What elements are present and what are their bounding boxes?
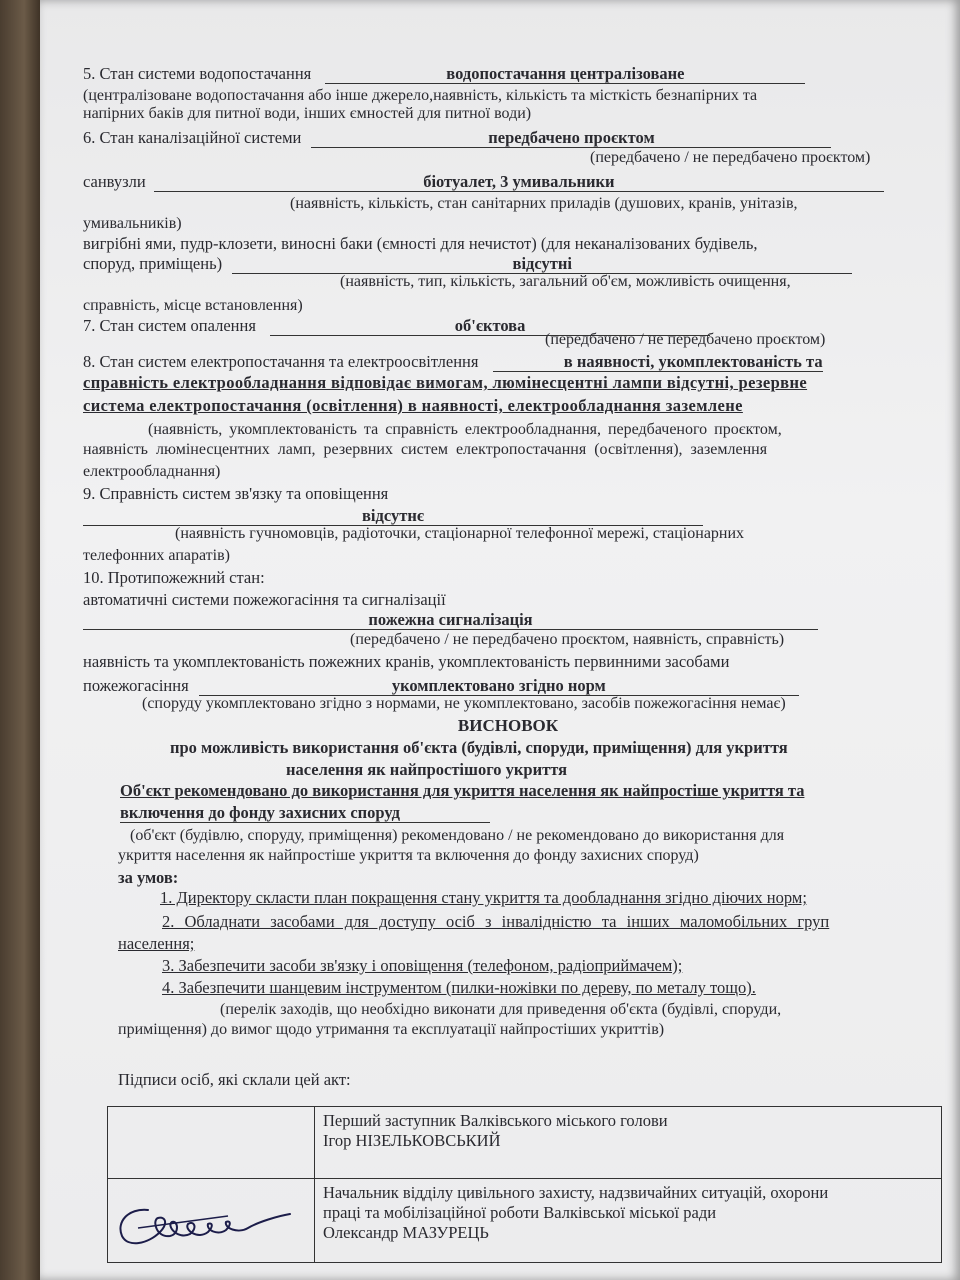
water-supply-value: водопостачання централізоване	[325, 65, 805, 84]
heating-value: об'єктова	[270, 317, 710, 336]
toilets-row	[83, 172, 884, 192]
sewer-label: 6. Стан каналізаційної системи	[83, 128, 302, 147]
pits-label: споруд, приміщень)	[83, 254, 223, 273]
condition-item-2: 2. Обладнати засобами для доступу осіб з інвалідністю та інших маломобільних груп	[162, 912, 830, 931]
electric-row	[83, 352, 823, 372]
signatures-label: Підписи осіб, які склали цей акт:	[118, 1070, 351, 1089]
condition-item-2-cont: населення;	[118, 934, 195, 953]
electric-value-1: в наявності, укомплектованість та	[493, 353, 823, 372]
signer-info	[315, 1179, 942, 1263]
comms-hint-1: (наявність гучномовців, радіоточки, стаціонарної телефонної мережі, стаціонарних	[175, 525, 745, 542]
electric-hint-3: електрообладнання)	[83, 463, 221, 480]
conclusion-subtitle-2: населення як найпростішого укриття	[286, 760, 568, 779]
condition-item-4: 4. Забезпечити шанцевим інструментом (пилки-ножівки по дереву, по металу тощо).	[162, 978, 756, 997]
water-supply-label: 5. Стан системи водопостачання	[83, 64, 312, 83]
condition-item-3: 3. Забезпечити засоби зв'язку і оповіщення (телефоном, радіоприймачем);	[162, 956, 683, 975]
toilets-hint-2: умивальників)	[83, 215, 182, 232]
signer-position: Начальник відділу цивільного захисту, надзвичайних ситуацій, охорони	[323, 1183, 829, 1202]
condition-item-1: 1. Директору скласти план покращення стану укриття та дообладнання згідно діючих норм;	[160, 888, 807, 907]
heating-hint: (передбачено / не передбачено проєктом)	[545, 331, 826, 348]
heating-label: 7. Стан систем опалення	[83, 316, 256, 335]
conclusion-decision-2: включення до фонду захисних споруд	[120, 804, 490, 823]
electric-value-2: справність електрообладнання відповідає вимогам, люмінесцентні лампи відсутні, резервне	[83, 373, 808, 392]
electric-label: 8. Стан систем електропостачання та електроосвітлення	[83, 352, 479, 371]
signer-name: Ігор НІЗЕЛЬКОВСЬКИЙ	[323, 1131, 501, 1150]
conclusion-hint-2: укриття населення як найпростіше укриття та включення до фонду захисних споруд)	[118, 847, 699, 864]
pits-row	[83, 254, 852, 274]
comms-row	[83, 506, 703, 526]
electric-hint-1: (наявність, укомплектованість та справність електрообладнання, передбаченого проєктом,	[148, 421, 782, 438]
comms-hint-2: телефонних апаратів)	[83, 547, 230, 564]
water-supply-row	[83, 64, 805, 84]
folder-binder-edge	[0, 0, 40, 1280]
fire-equip-line-1: наявність та укомплектованість пожежних кранів, укомплектованість первинними засобами	[83, 652, 730, 671]
signature-cell	[108, 1107, 315, 1179]
conclusion-decision-row	[120, 803, 490, 823]
toilets-label: санвузли	[83, 172, 146, 191]
fire-label: 10. Протипожежний стан:	[83, 568, 265, 587]
conclusion-decision-1: Об'єкт рекомендовано до використання для укриття населення як найпростіше укриття та	[120, 781, 805, 800]
pits-hint-1: (наявність, тип, кількість, загальний об'єм, можливість очищення,	[340, 273, 791, 290]
signer-position-cont: праці та мобілізаційної роботи Валківської міської ради	[323, 1203, 717, 1222]
fire-auto-value: пожежна сигналізація	[83, 611, 818, 630]
conclusion-heading: ВИСНОВОК	[457, 716, 559, 735]
fire-equip-hint: (споруду укомплектовано згідно з нормами, не укомплектовано, засобів пожежогасіння немає)	[142, 695, 786, 712]
electric-value-3: система електропостачання (освітлення) в наявності, електрообладнання заземлене	[83, 396, 743, 415]
fire-equip-value: укомплектовано згідно норм	[199, 677, 799, 696]
measures-hint-2: приміщення) до вимог щодо утримання та експлуатації найпростіших укриттів)	[118, 1021, 665, 1038]
signer-name: Олександр МАЗУРЕЦЬ	[323, 1223, 489, 1242]
conclusion-hint-1: (об'єкт (будівлю, споруду, приміщення) рекомендовано / не рекомендовано до використання для	[130, 827, 785, 844]
fire-auto-row	[83, 610, 818, 630]
measures-hint-1: (перелік заходів, що необхідно виконати для приведення об'єкта (будівлі, споруди,	[220, 1001, 782, 1018]
signature-row	[108, 1107, 942, 1179]
fire-equip-row	[83, 676, 799, 696]
signer-info	[315, 1107, 942, 1179]
fire-auto-hint: (передбачено / не передбачено проєктом, наявність, справність)	[350, 631, 785, 648]
conditions-label: за умов:	[118, 868, 179, 887]
sewer-row	[83, 128, 831, 148]
signer-position: Перший заступник Валківського міського голови	[323, 1111, 668, 1130]
fire-equip-label: пожежогасіння	[83, 676, 189, 695]
comms-value: відсутнє	[83, 507, 703, 526]
toilets-value: біотуалет, 3 умивальники	[154, 173, 884, 192]
water-supply-hint-2: напірних баків для питної води, інших ємностей для питної води)	[83, 105, 532, 122]
water-supply-hint-1: (централізоване водопостачання або інше джерело,наявність, кількість та місткість безнапірних та	[83, 87, 758, 104]
pits-line-1: вигрібні ями, пудр-клозети, виносні баки (ємності для нечистот) (для неканалізованих будівель,	[83, 234, 758, 253]
electric-hint-2: наявність люмінесцентних ламп, резервних систем електропостачання (освітлення), заземлення	[83, 441, 768, 458]
comms-label: 9. Справність систем зв'язку та оповіщення	[83, 484, 389, 503]
pits-hint-2: справність, місце встановлення)	[83, 297, 303, 314]
handwritten-signature	[108, 1180, 298, 1260]
pits-value: відсутні	[232, 255, 852, 274]
conclusion-subtitle-1: про можливість використання об'єкта (будівлі, споруди, приміщення) для укриття	[170, 738, 788, 757]
sewer-value: передбачено проєктом	[311, 129, 831, 148]
toilets-hint-1: (наявність, кількість, стан санітарних приладів (душових, кранів, унітазів,	[290, 195, 798, 212]
sewer-hint: (передбачено / не передбачено проєктом)	[590, 149, 871, 166]
fire-auto-label: автоматичні системи пожежогасіння та сигналізації	[83, 590, 446, 609]
